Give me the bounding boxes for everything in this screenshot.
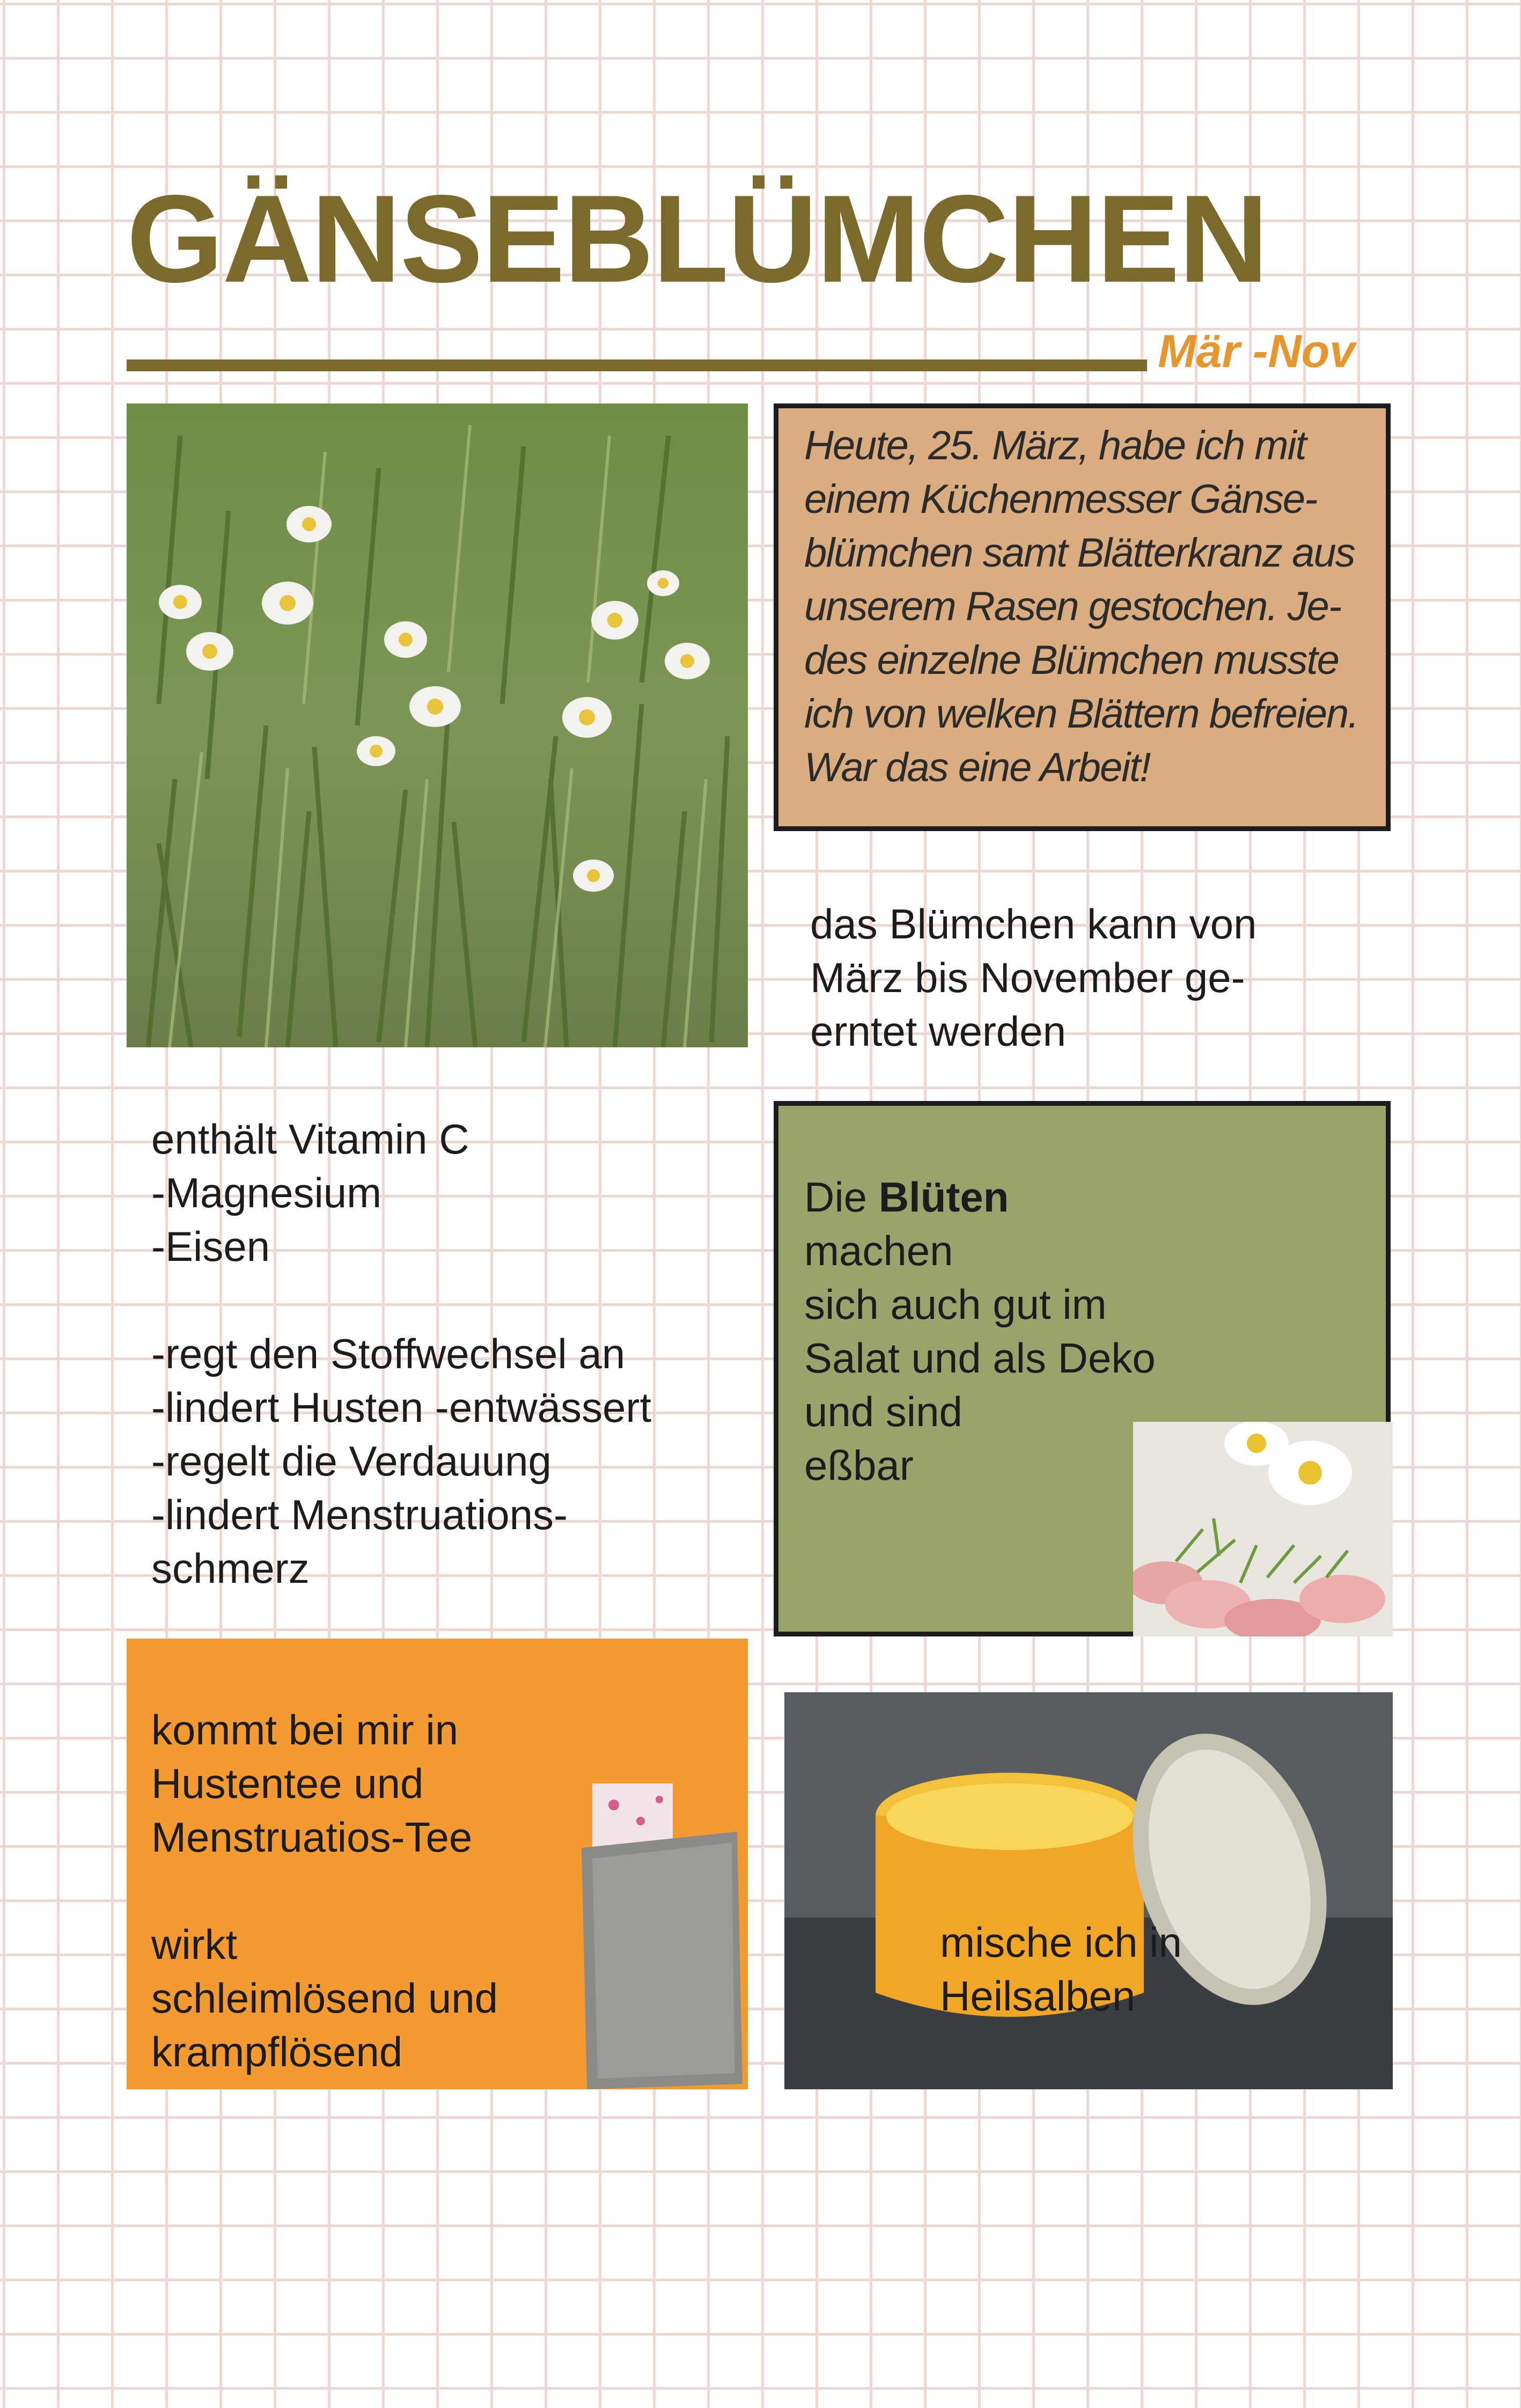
blossoms-line2: machen	[804, 1227, 953, 1274]
blossoms-line5: und sind	[804, 1388, 962, 1435]
blossoms-line4: Salat und als Deko	[804, 1334, 1156, 1382]
tea-box	[127, 1639, 748, 2089]
salve-jar-photo	[784, 1692, 1393, 2089]
diary-note-text: Heute, 25. März, habe ich mit einem Küchenmesser Gänse- blümchen samt Blätterkranz aus unserem Rasen gestochen. Je- des einzelne Blümchen musste ich von welken Blättern befreien. War das eine Arbeit!	[804, 423, 1358, 790]
blossoms-line6: eßbar	[804, 1442, 914, 1489]
blossoms-line1-prefix: Die	[804, 1173, 879, 1221]
blossoms-highlight: Blüten	[878, 1173, 1009, 1221]
title-underline	[127, 359, 1147, 371]
nutrients-effects-list: enthält Vitamin C -Magnesium -Eisen -regt den Stoffwechsel an -lindert Husten -entwässert -regelt die Verdauung -lindert Menstruations- schmerz	[151, 1115, 652, 1592]
diary-note-box	[774, 403, 1391, 831]
daisy-meadow-photo	[127, 403, 748, 1047]
daisy-salad-photo	[1133, 1422, 1393, 1636]
page-title: GÄNSEBLÜMCHEN	[127, 170, 1268, 309]
blossoms-line3: sich auch gut im	[804, 1281, 1107, 1328]
season-label: Mär -Nov	[1158, 326, 1355, 377]
tea-text: kommt bei mir in Hustentee und Menstruatios-Tee wirkt schleimlösend und krampflösend	[151, 1706, 498, 2075]
salve-text: mische ich in Heilsalben	[940, 1919, 1182, 2020]
harvest-info-text: das Blümchen kann von März bis November ge- erntet werden	[810, 900, 1257, 1055]
